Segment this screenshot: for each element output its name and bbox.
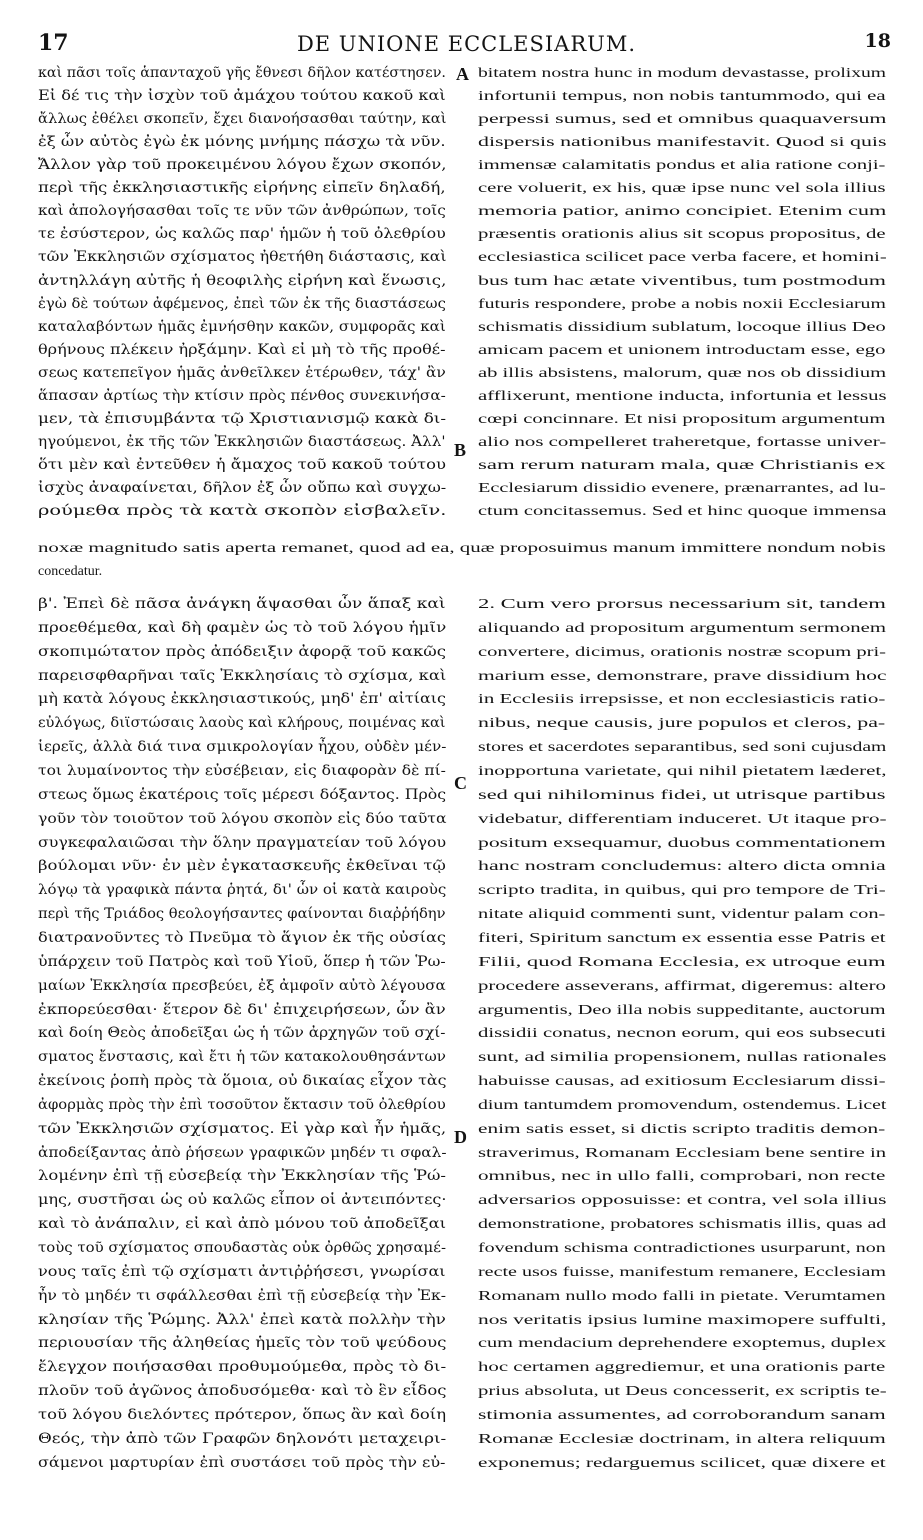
greek-line: ἐγὼ δὲ τούτων ἀφέμενος, ἐπεὶ τῶν ἐκ τῆς διαστάσεως xyxy=(38,295,446,312)
latin-line: nos veritatis ipsius lumine maximopere suffulti, xyxy=(478,1312,887,1328)
latin-line: ab illis absistens, malorum, quæ nos ob dissidium xyxy=(478,365,887,381)
latin-line: fovendum schisma contradictiones usurparunt, non xyxy=(478,1241,886,1256)
margin-letter-b: B xyxy=(454,440,467,460)
greek-line: τοῦ λόγου διελόντες πρότερον, ὅπως ἂν καὶ δοίη xyxy=(38,1406,447,1423)
latin-line: bitatem nostra hunc in modum devastasse, prolixum xyxy=(478,66,887,81)
latin-line: cere voluerit, ex his, quæ ipse nunc vel sola illius xyxy=(478,181,886,197)
latin-line: aliquando ad propositum argumentum sermonem xyxy=(478,620,887,636)
latin-line: demonstratione, probatores schismatis illis, quas ad xyxy=(478,1217,887,1233)
latin-line: bus tum hac ætate viventibus, tum postmodum xyxy=(478,273,886,289)
latin-line: sunt, ad similia propensionem, nullas rationales xyxy=(478,1050,887,1066)
greek-line: Εἰ δέ τις τὴν ἰσχὺν τοῦ ἀμάχου τούτου κακοῦ καὶ xyxy=(38,88,446,105)
full-width-latin-lines xyxy=(38,537,886,587)
greek-line: σματος ἔνστασις, καὶ ἔτι ἡ τῶν κατακολουθησάντων xyxy=(38,1049,446,1066)
greek-line: Θεός, τὴν ἀπὸ τῶν Γραφῶν δηλονότι μεταχειρι- xyxy=(38,1430,447,1447)
greek-line: καὶ πᾶσι τοῖς ἁπανταχοῦ γῆς ἔθνεσι δῆλον κατέστησεν. xyxy=(38,65,446,81)
greek-line: διατρανοῦντες τὸ Πνεῦμα τὸ ἅγιον ἐκ τῆς οὐσίας xyxy=(38,929,446,946)
greek-line: ἰσχὺς ἀναφαίνεται, δῆλον ἐξ ὧν οὔπω καὶ συγχω- xyxy=(38,479,447,496)
greek-line: καὶ τὸ ἀνάπαλιν, εἰ καὶ ἀπὸ μόνου τοῦ ἀποδεῖξαι xyxy=(38,1216,446,1233)
greek-line: ρούμεθα πρὸς τὰ κατὰ σκοπὸν εἰσβαλεῖν. xyxy=(38,502,447,519)
latin-line: marium esse, demonstrare, prave dissidium hoc xyxy=(478,668,887,684)
greek-line: ἱερεῖς, ἀλλὰ διά τινα σμικρολογίαν ἦχου, οὐδὲν μέν- xyxy=(38,739,447,756)
latin-line: straverimus, Romanam Ecclesiam bene sentire in xyxy=(478,1145,887,1161)
greek-line: λόγῳ τὰ γραφικὰ πάντα ῥητά, δι' ὧν οἱ κατὰ καιροὺς xyxy=(38,882,447,899)
greek-line: ὅτι μὲν καὶ ἐντεῦθεν ἡ ἄμαχος τοῦ κακοῦ τούτου xyxy=(38,456,446,473)
latin-line: dium tantumdem promovendum, ostendemus. Licet xyxy=(478,1097,887,1113)
greek-line: τε ἐσύστερον, ὡς καλῶς παρ' ἡμῶν ἡ τοῦ ὀλεθρίου xyxy=(38,226,446,243)
latin-line: 2. Cum vero prorsus necessarium sit, tandem xyxy=(478,597,886,612)
latin-line: schismatis dissidium sublatum, locoque illius Deo xyxy=(478,319,886,335)
greek-line: ἐκπορεύεσθαι· ἕτερον δὲ δι' ἐπιχειρήσεων, ὧν ἂν xyxy=(38,1001,446,1018)
latin-line: habuisse causas, ad exitiosum Ecclesiarum dissi- xyxy=(478,1074,886,1089)
greek-line: γοῦν τὸν τοιοῦτον τοῦ λόγου σκοπὸν εἰς δύο ταῦτα xyxy=(38,810,447,827)
latin-line: procedere asseverans, affirmat, digeremus: altero xyxy=(478,978,886,994)
margin-letter-a: A xyxy=(456,64,469,84)
latin-line: prius absoluta, ut Deus concesserit, ex scriptis te- xyxy=(478,1384,887,1400)
greek-line: καταλαβόντων ἡμᾶς ἐμνήσθην κακῶν, συμφορᾶς καὶ xyxy=(38,318,446,335)
greek-line: πλοῦν τοῦ ἀγῶνος ἀποδυσόμεθα· καὶ τὸ ἓν εἶδος xyxy=(38,1383,447,1400)
greek-line: ἔλεγχον ποιήσασθαι προθυμούμεθα, πρὸς τὸ δι- xyxy=(38,1359,447,1376)
margin-letter-d: D xyxy=(454,1127,467,1147)
greek-line: ἦν τὸ μηδέν τι σφάλλεσθαι ἐπὶ τῇ εὐσεβείᾳ τὴν Ἐκ- xyxy=(38,1287,447,1304)
greek-line: ηγούμενοι, ἐκ τῆς τῶν Ἐκκλησιῶν διαστάσεως. Ἀλλ' xyxy=(38,433,446,450)
greek-line: μαίων Ἐκκλησία πρεσβεύει, ἐξ ἀμφοῖν αὐτὸ λέγουσα xyxy=(38,977,446,994)
latin-line: in Ecclesiis irrepsisse, et non ecclesiasticis ratio- xyxy=(478,692,886,708)
greek-line: παρεισφθαρῆναι ταῖς Ἐκκλησίαις τὸ σχίσμα, καὶ xyxy=(38,667,447,684)
greek-line: ἄλλως ἐθέλει σκοπεῖν, ἔχει διανοήσασθαι ταύτην, καὶ xyxy=(38,111,447,128)
latin-line: exponemus; redarguemus scilicet, quæ dixere et xyxy=(478,1455,886,1471)
greek-line: τοὺς τοῦ σχίσματος σπουδαστὰς οὐκ ὀρθῶς χρησαμέ- xyxy=(38,1240,446,1256)
latin-line: alio nos compelleret traheretque, fortasse univer- xyxy=(478,434,887,450)
greek-line: σάμενοι μαρτυρίαν ἐπὶ συστάσει τοῦ πρὸς τὴν εὐ- xyxy=(38,1454,446,1471)
margin-letter-c: C xyxy=(454,773,467,793)
latin-line: hanc nostram concludemus: altero dicta omnia xyxy=(478,859,886,875)
latin-line: ctum concitassemus. Sed et hinc quoque immensa xyxy=(478,503,887,519)
greek-line: ἀφορμὰς πρὸς τὴν ἐπὶ τοσοῦτον ἔκτασιν τοῦ ὀλεθρίου xyxy=(38,1096,446,1113)
latin-line: afflixerunt, mentione inducta, infortunia et lessus xyxy=(478,388,887,404)
greek-line: ἐξ ὧν αὐτὸς ἐγὼ ἐκ μόνης μνήμης πάσχω τὰ νῦν. xyxy=(38,134,446,151)
full-width-line: noxæ magnitudo satis aperta remanet, quod ad ea, quæ proposuimus manum immittere nondum nobis xyxy=(38,541,886,556)
running-title: DE UNIONE ECCLESIARUM. xyxy=(296,32,637,56)
full-width-line: concedatur. xyxy=(38,564,103,579)
greek-line: θρήνους πλέκειν ἠρξάμην. Καὶ εἰ μὴ τὸ τῆς προθέ- xyxy=(38,341,446,358)
greek-line: στεως ὅμως ἑκατέροις τοῖς μέρεσι δόξαντος. Πρὸς xyxy=(38,786,447,803)
greek-line: περὶ τῆς ἐκκλησιαστικῆς εἰρήνης εἰπεῖν δηλαδή, xyxy=(38,180,446,197)
latin-column-section-2 xyxy=(478,593,886,1480)
latin-line: convertere, dicimus, orationis nostræ scopum pri- xyxy=(478,644,886,660)
greek-line: ἅπασαν ἀρτίως τὴν κτίσιν πρὸς πένθος συνεκινήσα- xyxy=(38,387,446,404)
greek-line: νους ταῖς ἐπὶ τῷ σχίσματι ἀντιῤῥήσεσι, γνωρίσαι xyxy=(38,1263,446,1280)
greek-line: περιουσίαν τῆς ἀληθείας ἡμεῖς τὸν τοῦ ψεύδους xyxy=(38,1335,447,1352)
greek-line: σκοπιμώτατον πρὸς ἀπόδειξιν ἀφορᾷ τοῦ κακῶς xyxy=(38,643,447,660)
greek-line: β'. Ἐπεὶ δὲ πᾶσα ἀνάγκη ἅψασθαι ὧν ἅπαξ καὶ xyxy=(38,596,446,612)
greek-line: κλησίαν τῆς Ῥώμης. Ἀλλ' ἐπεὶ κατὰ πολλὴν τὴν xyxy=(38,1311,446,1328)
greek-column-section-1 xyxy=(38,62,446,527)
latin-line: positum exsequamur, duobus commentationem xyxy=(478,835,886,851)
latin-line: Romanæ Ecclesiæ doctrinam, in altera reliquum xyxy=(478,1431,886,1447)
latin-line: infortunii tempus, non nobis tantummodo, qui ea xyxy=(478,89,886,105)
latin-line: videbatur, differentiam induceret. Ut itaque pro- xyxy=(478,811,887,827)
latin-line: dispersis nationibus manifestavit. Quod si quis xyxy=(478,135,887,151)
latin-line: præsentis orationis alius sit scopus propositus, de xyxy=(478,227,886,243)
greek-line: καὶ ἀπολογήσασθαι τοῖς τε νῦν τῶν ἀνθρώπων, τοῖς xyxy=(38,203,446,220)
latin-line: perpessi sumus, sed et omnibus quaquaversum xyxy=(478,112,887,128)
greek-line: τοι λυμαίνοντος τὴν εὐσέβειαν, εἰς διαφορὰν δὲ πί- xyxy=(38,763,446,779)
latin-line: stimonia assumentes, ad corroborandum sanam xyxy=(478,1407,886,1423)
latin-line: stores et sacerdotes separantibus, sed soni cujusdam xyxy=(478,740,887,756)
latin-line: futuris respondere, probe a nobis noxii Ecclesiarum xyxy=(478,296,886,312)
latin-line: cum mendacium deprehendere exoptemus, duplex xyxy=(478,1336,887,1352)
greek-column-section-2 xyxy=(38,593,446,1480)
latin-line: enim satis esset, si dictis scripto traditis demon- xyxy=(478,1121,886,1137)
page-header xyxy=(30,26,903,60)
page-number-right: 18 xyxy=(864,30,891,52)
greek-line: καὶ δοίη Θεὸς ἀποδεῖξαι ὡς ἡ τῶν ἀρχηγῶν τοῦ σχί- xyxy=(38,1025,446,1042)
latin-line: sam rerum naturam mala, quæ Christianis ex xyxy=(478,457,886,473)
greek-line: μης, συστῆσαι ὡς οὐ καλῶς εἶπον οἱ ἀντειπόντες· xyxy=(38,1192,447,1209)
greek-line: προεθέμεθα, καὶ δὴ φαμὲν ὡς τὸ τοῦ λόγου ἡμῖν xyxy=(38,619,447,636)
latin-line: ecclesiastica scilicet pace verba facere, et homini- xyxy=(478,250,887,266)
latin-line: sed qui nihilominus fidei, ut utrisque partibus xyxy=(478,787,886,803)
latin-line: cœpi concinnare. Et nisi propositum argumentum xyxy=(478,411,886,427)
latin-line: amicam pacem et unionem introductam esse, ego xyxy=(478,342,886,358)
greek-line: συγκεφαλαιῶσαι τὴν ὅλην πραγματείαν τοῦ λόγου xyxy=(38,834,447,851)
latin-line: hoc certamen aggrediemur, et una orationis parte xyxy=(478,1360,886,1376)
latin-column-section-1 xyxy=(478,62,886,527)
latin-line: fiteri, Spiritum sanctum ex essentia esse Patris et xyxy=(478,930,886,946)
latin-line: scripto tradita, in quibus, qui pro tempore de Tri- xyxy=(478,883,886,899)
greek-line: τῶν Ἐκκλησιῶν σχίσματος. Εἰ γὰρ καὶ ἦν ἡμᾶς, xyxy=(38,1120,447,1137)
greek-line: μὴ κατὰ λόγους ἐκκλησιαστικούς, μηδ' ἐπ' αἰτίαις xyxy=(38,691,446,708)
greek-line: μεν, τὰ ἐπισυμβάντα τῷ Χριστιανισμῷ κακὰ δι- xyxy=(38,410,447,427)
latin-line: nitate aliquid commenti sunt, videntur palam con- xyxy=(478,907,886,923)
latin-line: Filii, quod Romana Ecclesia, ex utroque eum xyxy=(478,954,886,970)
greek-line: ἀντηλλάγη αὐτῆς ἡ θεοφιλὴς εἰρήνη καὶ ἕνωσις, xyxy=(38,272,447,289)
greek-line: περὶ τῆς Τριάδος θεολογήσαντες φαίνονται διαῤῥήδην xyxy=(38,906,446,923)
latin-line: Ecclesiarum dissidio evenere, prænarrantes, ad lu- xyxy=(478,480,886,496)
greek-line: ἐκείνοις ῥοπὴ πρὸς τὰ ὅμοια, οὐ δικαίας εἶχον τὰς xyxy=(38,1073,447,1089)
greek-line: σεως κατεπεῖγον ἡμᾶς ἀνθεῖλκεν ἑτέρωθεν, τάχ' ἂν xyxy=(38,364,446,381)
greek-line: εὐλόγως, διϊστώσαις λαοὺς καὶ κλήρους, ποιμένας καὶ xyxy=(38,715,446,732)
latin-line: argumentis, Deo illa nobis suppeditante, auctorum xyxy=(478,1002,886,1018)
latin-line: recte usos fuisse, manifestum remanere, Ecclesiam xyxy=(478,1264,886,1280)
latin-line: nibus, neque causis, jure populos et cleros, pa- xyxy=(478,716,886,732)
greek-line: ὑπάρχειν τοῦ Πατρὸς καὶ τοῦ Υἱοῦ, ὅπερ ἡ τῶν Ῥω- xyxy=(38,953,446,970)
page-number-left: 17 xyxy=(38,30,69,56)
latin-line: dissidii conatus, necnon eorum, qui eos subsecuti xyxy=(478,1026,887,1042)
greek-line: τῶν Ἐκκλησιῶν σχίσματος ἠθετήθη διάστασις, καὶ xyxy=(38,249,447,266)
latin-line: memoria patior, animo concipiet. Etenim cum xyxy=(478,204,887,220)
greek-line: Ἄλλον γὰρ τοῦ προκειμένου λόγου ἔχων σκοπόν, xyxy=(38,157,447,174)
latin-line: adversarios opposuisse: et contra, vel sola illius xyxy=(478,1193,887,1209)
latin-line: immensæ calamitatis pondus et alia ratione conji- xyxy=(478,158,886,174)
latin-line: inopportuna varietate, qui nihil pietatem læderet, xyxy=(478,764,887,779)
greek-line: βούλομαι νῦν· ἐν μὲν ἐγκατασκευῆς ἐκθεῖναι τῷ xyxy=(38,858,446,875)
greek-line: ἀποδείξαντας ἀπὸ ῥήσεων γραφικῶν μηδέν τι σφαλ- xyxy=(38,1144,447,1161)
greek-line: λομένην ἐπὶ τῇ εὐσεβείᾳ τὴν Ἐκκλησίαν τῆς Ῥώ- xyxy=(38,1168,446,1185)
latin-line: omnibus, nec in ullo falli, comprobari, non recte xyxy=(478,1169,886,1185)
latin-line: Romanam nullo modo falli in pietate. Verumtamen xyxy=(478,1288,886,1304)
